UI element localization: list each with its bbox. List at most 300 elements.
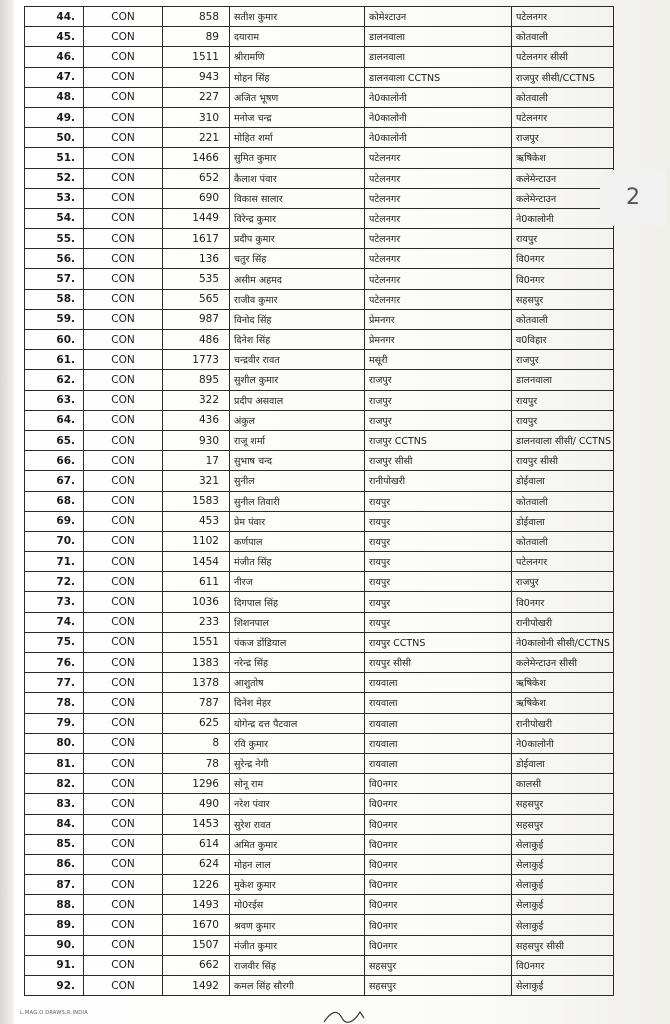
rank-cell: CON [84, 47, 163, 67]
rank-cell: CON [84, 915, 163, 935]
from-posting-cell: वि0नगर [365, 915, 512, 935]
from-posting-cell: रायपुर CCTNS [365, 632, 512, 652]
to-posting-cell: कलेमेन्टाउन [512, 168, 614, 188]
name-cell: सुनील तिवारी [230, 491, 365, 511]
table-row [25, 148, 614, 168]
badge-number-cell: 1670 [163, 915, 230, 935]
from-posting-cell: वि0नगर [365, 935, 512, 955]
to-posting-cell: सहसपुर [512, 794, 614, 814]
name-cell: सुमित कुमार [230, 148, 365, 168]
name-cell: मुकेश कुमार [230, 875, 365, 895]
name-cell: राजवीर सिंह [230, 955, 365, 975]
table-row [25, 107, 614, 127]
serial-number-cell: 66. [25, 451, 84, 471]
to-posting-cell: रानीपोखरी [512, 713, 614, 733]
from-posting-cell: रायवाला [365, 693, 512, 713]
rank-cell: CON [84, 733, 163, 753]
to-posting-cell: सेलाकुई [512, 895, 614, 915]
rank-cell: CON [84, 350, 163, 370]
badge-number-cell: 614 [163, 834, 230, 854]
from-posting-cell: पटेलनगर [365, 148, 512, 168]
from-posting-cell: ने0कालोनी [365, 87, 512, 107]
page-fold-shadow [0, 0, 14, 1024]
from-posting-cell: पटेलनगर [365, 229, 512, 249]
rank-cell: CON [84, 976, 163, 996]
rank-cell: CON [84, 753, 163, 773]
name-cell: दिनेश मेहर [230, 693, 365, 713]
name-cell: प्रदीप कुमार [230, 229, 365, 249]
from-posting-cell: पटेलनगर [365, 249, 512, 269]
table-row [25, 289, 614, 309]
to-posting-cell: कोतवाली [512, 531, 614, 551]
serial-number-cell: 49. [25, 107, 84, 127]
table-row [25, 592, 614, 612]
to-posting-cell: रानीपोखरी [512, 612, 614, 632]
name-cell: अमित कुमार [230, 834, 365, 854]
table-row [25, 713, 614, 733]
rank-cell: CON [84, 673, 163, 693]
badge-number-cell: 987 [163, 309, 230, 329]
to-posting-cell: वि0नगर [512, 249, 614, 269]
badge-number-cell: 321 [163, 471, 230, 491]
to-posting-cell: व0विहार [512, 330, 614, 350]
table-row [25, 128, 614, 148]
name-cell: दिगपाल सिंह [230, 592, 365, 612]
name-cell: नीरज [230, 572, 365, 592]
rank-cell: CON [84, 128, 163, 148]
name-cell: सुरेन्द्र नेगी [230, 753, 365, 773]
from-posting-cell: रायवाला [365, 753, 512, 773]
table-row [25, 653, 614, 673]
to-posting-cell: पटेलनगर सीसी [512, 47, 614, 67]
rank-cell: CON [84, 531, 163, 551]
table-row [25, 390, 614, 410]
to-posting-cell: डोईवाला [512, 753, 614, 773]
to-posting-cell: ऋषिकेश [512, 148, 614, 168]
table-row [25, 451, 614, 471]
from-posting-cell: पटेलनगर [365, 188, 512, 208]
to-posting-cell: राजपुर [512, 128, 614, 148]
table-row [25, 27, 614, 47]
table-row [25, 915, 614, 935]
to-posting-cell: ने0कालोनी [512, 733, 614, 753]
rank-cell: CON [84, 653, 163, 673]
badge-number-cell: 930 [163, 430, 230, 450]
name-cell: सुभाष चन्द [230, 451, 365, 471]
serial-number-cell: 45. [25, 27, 84, 47]
from-posting-cell: राजपुर सीसी [365, 451, 512, 471]
to-posting-cell: डालनवाला [512, 370, 614, 390]
serial-number-cell: 75. [25, 632, 84, 652]
badge-number-cell: 1492 [163, 976, 230, 996]
serial-number-cell: 55. [25, 229, 84, 249]
to-posting-cell: ने0कालोनी सीसी/CCTNS [512, 632, 614, 652]
signature-mark-icon [320, 1006, 380, 1024]
from-posting-cell: रायपुर [365, 552, 512, 572]
name-cell: राजू शर्मा [230, 430, 365, 450]
rank-cell: CON [84, 552, 163, 572]
table-row [25, 814, 614, 834]
rank-cell: CON [84, 269, 163, 289]
table-row [25, 430, 614, 450]
rank-cell: CON [84, 471, 163, 491]
table-row [25, 632, 614, 652]
to-posting-cell: कोतवाली [512, 87, 614, 107]
to-posting-cell: ऋषिकेश [512, 693, 614, 713]
badge-number-cell: 1102 [163, 531, 230, 551]
from-posting-cell: ने0कालोनी [365, 107, 512, 127]
to-posting-cell: राजपुर [512, 572, 614, 592]
rank-cell: CON [84, 632, 163, 652]
table-row [25, 208, 614, 228]
footer-print-line: L.MAG.O.DRAWS.R.INDIA [20, 1010, 88, 1016]
name-cell: विरेन्द्र कुमार [230, 208, 365, 228]
rank-cell: CON [84, 511, 163, 531]
from-posting-cell: रायपुर [365, 531, 512, 551]
name-cell: मंजीत कुमार [230, 935, 365, 955]
name-cell: दयाराम [230, 27, 365, 47]
name-cell: मोहन लाल [230, 854, 365, 874]
badge-number-cell: 1511 [163, 47, 230, 67]
table-row [25, 330, 614, 350]
name-cell: मो0रईस [230, 895, 365, 915]
serial-number-cell: 67. [25, 471, 84, 491]
name-cell: अंकुल [230, 410, 365, 430]
to-posting-cell: कोतवाली [512, 491, 614, 511]
name-cell: सोनू राम [230, 774, 365, 794]
serial-number-cell: 64. [25, 410, 84, 430]
rank-cell: CON [84, 229, 163, 249]
from-posting-cell: प्रेमनगर [365, 309, 512, 329]
rank-cell: CON [84, 168, 163, 188]
rank-cell: CON [84, 814, 163, 834]
serial-number-cell: 56. [25, 249, 84, 269]
to-posting-cell: पटेलनगर [512, 7, 614, 27]
rank-cell: CON [84, 693, 163, 713]
from-posting-cell: रायपुर [365, 491, 512, 511]
from-posting-cell: मसूरी [365, 350, 512, 370]
from-posting-cell: रायपुर [365, 592, 512, 612]
rank-cell: CON [84, 7, 163, 27]
from-posting-cell: ने0कालोनी [365, 128, 512, 148]
name-cell: नरेन्द्र सिंह [230, 653, 365, 673]
serial-number-cell: 68. [25, 491, 84, 511]
name-cell: श्रवण कुमार [230, 915, 365, 935]
rank-cell: CON [84, 430, 163, 450]
from-posting-cell: वि0नगर [365, 895, 512, 915]
name-cell: मनोज चन्द्र [230, 107, 365, 127]
from-posting-cell: पटेलनगर [365, 269, 512, 289]
rank-cell: CON [84, 67, 163, 87]
table-row [25, 471, 614, 491]
table-row [25, 67, 614, 87]
to-posting-cell: कलेमेन्टाउन सीसी [512, 653, 614, 673]
rank-cell: CON [84, 370, 163, 390]
serial-number-cell: 61. [25, 350, 84, 370]
table-row [25, 188, 614, 208]
badge-number-cell: 322 [163, 390, 230, 410]
to-posting-cell: वि0नगर [512, 955, 614, 975]
name-cell: शिशनपाल [230, 612, 365, 632]
from-posting-cell: वि0नगर [365, 875, 512, 895]
badge-number-cell: 625 [163, 713, 230, 733]
serial-number-cell: 73. [25, 592, 84, 612]
to-posting-cell: सहसपुर [512, 814, 614, 834]
to-posting-cell: रायपुर [512, 410, 614, 430]
rank-cell: CON [84, 875, 163, 895]
table-row [25, 673, 614, 693]
from-posting-cell: वि0नगर [365, 814, 512, 834]
rank-cell: CON [84, 592, 163, 612]
name-cell: कर्णपाल [230, 531, 365, 551]
rank-cell: CON [84, 572, 163, 592]
table-row [25, 895, 614, 915]
table-row [25, 249, 614, 269]
table-row [25, 531, 614, 551]
from-posting-cell: रानीपोखरी [365, 471, 512, 491]
table-row [25, 350, 614, 370]
to-posting-cell: रायपुर [512, 229, 614, 249]
to-posting-cell: ऋषिकेश [512, 673, 614, 693]
table-row [25, 269, 614, 289]
serial-number-cell: 63. [25, 390, 84, 410]
serial-number-cell: 48. [25, 87, 84, 107]
badge-number-cell: 453 [163, 511, 230, 531]
from-posting-cell: पटेलनगर [365, 208, 512, 228]
badge-number-cell: 690 [163, 188, 230, 208]
from-posting-cell: वि0नगर [365, 794, 512, 814]
badge-number-cell: 943 [163, 67, 230, 87]
to-posting-cell: सेलाकुई [512, 834, 614, 854]
serial-number-cell: 58. [25, 289, 84, 309]
badge-number-cell: 1507 [163, 935, 230, 955]
to-posting-cell: रायपुर [512, 390, 614, 410]
to-posting-cell: सेलाकुई [512, 854, 614, 874]
serial-number-cell: 53. [25, 188, 84, 208]
to-posting-cell: कोतवाली [512, 309, 614, 329]
name-cell: मंजीत सिंह [230, 552, 365, 572]
badge-number-cell: 1383 [163, 653, 230, 673]
table-row [25, 976, 614, 996]
serial-number-cell: 76. [25, 653, 84, 673]
rank-cell: CON [84, 713, 163, 733]
serial-number-cell: 44. [25, 7, 84, 27]
serial-number-cell: 52. [25, 168, 84, 188]
table-row [25, 794, 614, 814]
name-cell: सुशील कुमार [230, 370, 365, 390]
badge-number-cell: 1449 [163, 208, 230, 228]
table-row [25, 47, 614, 67]
serial-number-cell: 86. [25, 854, 84, 874]
name-cell: चतुर सिंह [230, 249, 365, 269]
serial-number-cell: 65. [25, 430, 84, 450]
from-posting-cell: रायवाला [365, 733, 512, 753]
to-posting-cell: वि0नगर [512, 269, 614, 289]
serial-number-cell: 82. [25, 774, 84, 794]
badge-number-cell: 1226 [163, 875, 230, 895]
from-posting-cell: रायवाला [365, 713, 512, 733]
badge-number-cell: 1454 [163, 552, 230, 572]
serial-number-cell: 88. [25, 895, 84, 915]
rank-cell: CON [84, 955, 163, 975]
serial-number-cell: 50. [25, 128, 84, 148]
name-cell: दिनेश सिंह [230, 330, 365, 350]
table-row [25, 370, 614, 390]
from-posting-cell: डालनवाला [365, 47, 512, 67]
from-posting-cell: रायपुर [365, 511, 512, 531]
badge-number-cell: 1551 [163, 632, 230, 652]
badge-number-cell: 652 [163, 168, 230, 188]
name-cell: चन्द्रवीर रावत [230, 350, 365, 370]
from-posting-cell: वि0नगर [365, 854, 512, 874]
badge-number-cell: 1583 [163, 491, 230, 511]
rank-cell: CON [84, 27, 163, 47]
name-cell: आशुतोष [230, 673, 365, 693]
badge-number-cell: 535 [163, 269, 230, 289]
serial-number-cell: 78. [25, 693, 84, 713]
name-cell: श्रीरामणि [230, 47, 365, 67]
serial-number-cell: 87. [25, 875, 84, 895]
badge-number-cell: 662 [163, 955, 230, 975]
serial-number-cell: 91. [25, 955, 84, 975]
to-posting-cell: कोतवाली [512, 27, 614, 47]
serial-number-cell: 85. [25, 834, 84, 854]
from-posting-cell: रायवाला [365, 673, 512, 693]
table-row [25, 511, 614, 531]
table-row [25, 572, 614, 592]
serial-number-cell: 90. [25, 935, 84, 955]
name-cell: रवि कुमार [230, 733, 365, 753]
name-cell: नरेश पंवार [230, 794, 365, 814]
badge-number-cell: 17 [163, 451, 230, 471]
table-row [25, 491, 614, 511]
serial-number-cell: 83. [25, 794, 84, 814]
rank-cell: CON [84, 491, 163, 511]
to-posting-cell: सेलाकुई [512, 875, 614, 895]
serial-number-cell: 84. [25, 814, 84, 834]
rank-cell: CON [84, 330, 163, 350]
table-row [25, 309, 614, 329]
serial-number-cell: 46. [25, 47, 84, 67]
rank-cell: CON [84, 87, 163, 107]
rank-cell: CON [84, 612, 163, 632]
name-cell: प्रेम पंवार [230, 511, 365, 531]
badge-number-cell: 624 [163, 854, 230, 874]
to-posting-cell: सहसपुर [512, 289, 614, 309]
from-posting-cell: प्रेमनगर [365, 330, 512, 350]
name-cell: सुरेश रावत [230, 814, 365, 834]
serial-number-cell: 60. [25, 330, 84, 350]
serial-number-cell: 72. [25, 572, 84, 592]
transfer-table-body [25, 7, 614, 996]
name-cell: कमल सिंह सौरगी [230, 976, 365, 996]
to-posting-cell: सेलाकुई [512, 915, 614, 935]
rank-cell: CON [84, 208, 163, 228]
serial-number-cell: 51. [25, 148, 84, 168]
name-cell: विनोद सिंह [230, 309, 365, 329]
table-row [25, 834, 614, 854]
table-row [25, 733, 614, 753]
serial-number-cell: 59. [25, 309, 84, 329]
name-cell: कैलाश पंवार [230, 168, 365, 188]
serial-number-cell: 71. [25, 552, 84, 572]
table-row [25, 229, 614, 249]
name-cell: सुनील [230, 471, 365, 491]
name-cell: अजित भूषण [230, 87, 365, 107]
from-posting-cell: कोमेश्टाउन [365, 7, 512, 27]
to-posting-cell: वि0नगर [512, 592, 614, 612]
rank-cell: CON [84, 794, 163, 814]
rank-cell: CON [84, 895, 163, 915]
to-posting-cell: सहसपुर सीसी [512, 935, 614, 955]
to-posting-cell: कालसी [512, 774, 614, 794]
badge-number-cell: 1493 [163, 895, 230, 915]
from-posting-cell: राजपुर [365, 410, 512, 430]
badge-number-cell: 486 [163, 330, 230, 350]
name-cell: विकास सालार [230, 188, 365, 208]
badge-number-cell: 89 [163, 27, 230, 47]
name-cell: योगेन्द्र दत्त पैटवाल [230, 713, 365, 733]
table-row [25, 612, 614, 632]
name-cell: पंकज डोंडियाल [230, 632, 365, 652]
serial-number-cell: 62. [25, 370, 84, 390]
rank-cell: CON [84, 834, 163, 854]
table-row [25, 774, 614, 794]
rank-cell: CON [84, 188, 163, 208]
serial-number-cell: 54. [25, 208, 84, 228]
to-posting-cell: सेलाकुई [512, 976, 614, 996]
rank-cell: CON [84, 935, 163, 955]
badge-number-cell: 436 [163, 410, 230, 430]
badge-number-cell: 895 [163, 370, 230, 390]
badge-number-cell: 1036 [163, 592, 230, 612]
transfer-table [24, 6, 614, 996]
from-posting-cell: डालनवाला CCTNS [365, 67, 512, 87]
serial-number-cell: 89. [25, 915, 84, 935]
table-row [25, 168, 614, 188]
to-posting-cell: डालनवाला सीसी/ CCTNS [512, 430, 614, 450]
from-posting-cell: पटेलनगर [365, 289, 512, 309]
badge-number-cell: 1617 [163, 229, 230, 249]
rank-cell: CON [84, 451, 163, 471]
name-cell: प्रदीप असवाल [230, 390, 365, 410]
serial-number-cell: 79. [25, 713, 84, 733]
to-posting-cell: डोईवाला [512, 471, 614, 491]
serial-number-cell: 57. [25, 269, 84, 289]
to-posting-cell: राजपुर सीसी/CCTNS [512, 67, 614, 87]
rank-cell: CON [84, 107, 163, 127]
table-row [25, 7, 614, 27]
from-posting-cell: डालनवाला [365, 27, 512, 47]
rank-cell: CON [84, 249, 163, 269]
table-row [25, 955, 614, 975]
from-posting-cell: पटेलनगर [365, 168, 512, 188]
table-row [25, 753, 614, 773]
badge-number-cell: 1296 [163, 774, 230, 794]
table-row [25, 935, 614, 955]
name-cell: मोहन सिंह [230, 67, 365, 87]
serial-number-cell: 80. [25, 733, 84, 753]
name-cell: सतीश कुमार [230, 7, 365, 27]
table-row [25, 693, 614, 713]
badge-number-cell: 565 [163, 289, 230, 309]
from-posting-cell: राजपुर [365, 370, 512, 390]
from-posting-cell: रायपुर सीसी [365, 653, 512, 673]
from-posting-cell: सहसपुर [365, 976, 512, 996]
table-row [25, 552, 614, 572]
from-posting-cell: रायपुर [365, 612, 512, 632]
table-row [25, 854, 614, 874]
